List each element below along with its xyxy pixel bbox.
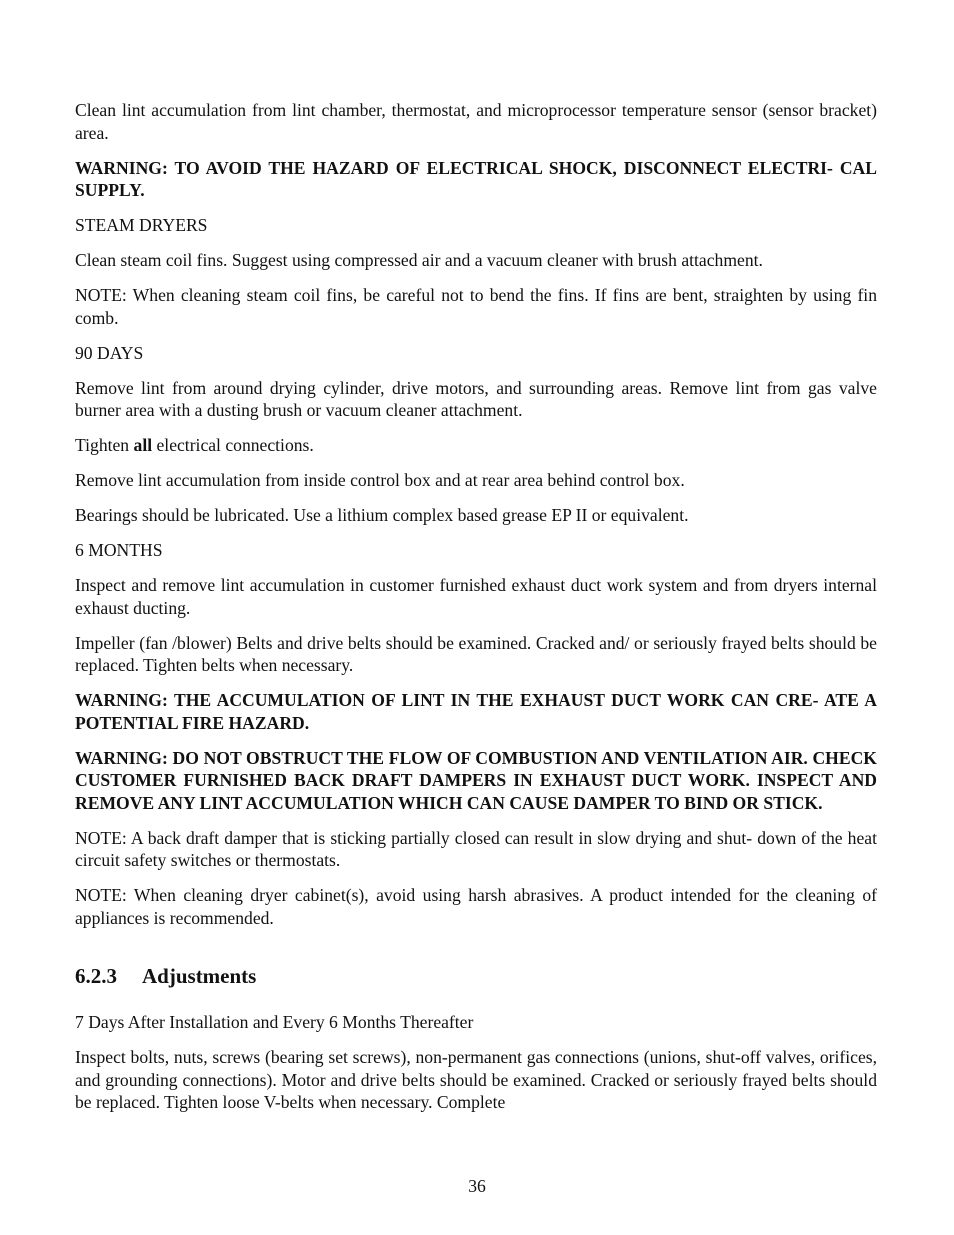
paragraph-steam-coil-fins: Clean steam coil fins. Suggest using compressed air and a vacuum cleaner with brush attachment.: [75, 250, 763, 270]
paragraph-bearings: Bearings should be lubricated. Use a lithium complex based grease EP II or equivalent.: [75, 505, 689, 525]
section-heading: [75, 963, 877, 989]
subheading-7-days: 7 Days After Installation and Every 6 Months Thereafter: [75, 1012, 474, 1032]
paragraph-lint-chamber: Clean lint accumulation from lint chamber, thermostat, and microprocessor temperature sensor (sensor bracket) area.: [75, 100, 877, 143]
subheading-steam-dryers: STEAM DRYERS: [75, 215, 208, 235]
note-back-draft-damper: NOTE: A back draft damper that is sticking partially closed can result in slow drying and shut- down of the heat circuit safety switches or thermostats.: [75, 827, 877, 870]
section-number: 6.2.3: [75, 964, 117, 988]
page-number: 36: [468, 1176, 486, 1196]
page-content: [75, 99, 877, 1126]
paragraph-remove-lint-cylinder: Remove lint from around drying cylinder, drive motors, and surrounding areas. Remove lint from gas valve burner area with a dusting brush or vacuum cleaner attachment.: [75, 377, 877, 420]
paragraph-inspect-bolts: Inspect bolts, nuts, screws (bearing set screws), non-permanent gas connections (unions, shut-off valves, orifices, and grounding connections). Motor and drive belts should be examined. Cracked or seriously frayed belts should be replaced. Tighten loose V-belts when necessary. Complete: [75, 1047, 877, 1112]
paragraph-exhaust-duct: Inspect and remove lint accumulation in customer furnished exhaust duct work system and from dryers internal exhaust ducting.: [75, 575, 877, 618]
paragraph-tighten-connections: [75, 434, 877, 457]
paragraph-impeller-belts: Impeller (fan /blower) Belts and drive belts should be examined. Cracked and/ or seriously frayed belts should be replaced. Tighten belts when necessary.: [75, 632, 877, 675]
subheading-6-months: 6 MONTHS: [75, 540, 163, 560]
tighten-text-after: electrical connections.: [152, 435, 314, 455]
warning-combustion-air: WARNING: DO NOT OBSTRUCT THE FLOW OF COMBUSTION AND VENTILATION AIR. CHECK CUSTOMER FURNISHED BACK DRAFT DAMPERS IN EXHAUST DUCT WORK. INSPECT AND REMOVE ANY LINT ACCUMULATION WHICH CAN CAUSE DAMPER TO BIND OR STICK.: [75, 747, 877, 813]
section-title: Adjustments: [142, 964, 257, 988]
warning-electrical-shock: WARNING: TO AVOID THE HAZARD OF ELECTRICAL SHOCK, DISCONNECT ELECTRI- CAL SUPPLY.: [75, 157, 877, 200]
tighten-emphasis: all: [133, 435, 153, 455]
subheading-90-days: 90 DAYS: [75, 342, 144, 363]
paragraph-control-box: Remove lint accumulation from inside control box and at rear area behind control box.: [75, 470, 685, 490]
tighten-text-before: Tighten: [75, 435, 134, 455]
warning-fire-hazard: WARNING: THE ACCUMULATION OF LINT IN THE EXHAUST DUCT WORK CAN CRE- ATE A POTENTIAL FIRE HAZARD.: [75, 690, 877, 733]
note-steam-coil-fins: NOTE: When cleaning steam coil fins, be careful not to bend the fins. If fins are bent, straighten by using fin comb.: [75, 285, 877, 328]
note-cabinet-cleaning: NOTE: When cleaning dryer cabinet(s), avoid using harsh abrasives. A product intended for the cleaning of appliances is recommended.: [75, 885, 877, 928]
